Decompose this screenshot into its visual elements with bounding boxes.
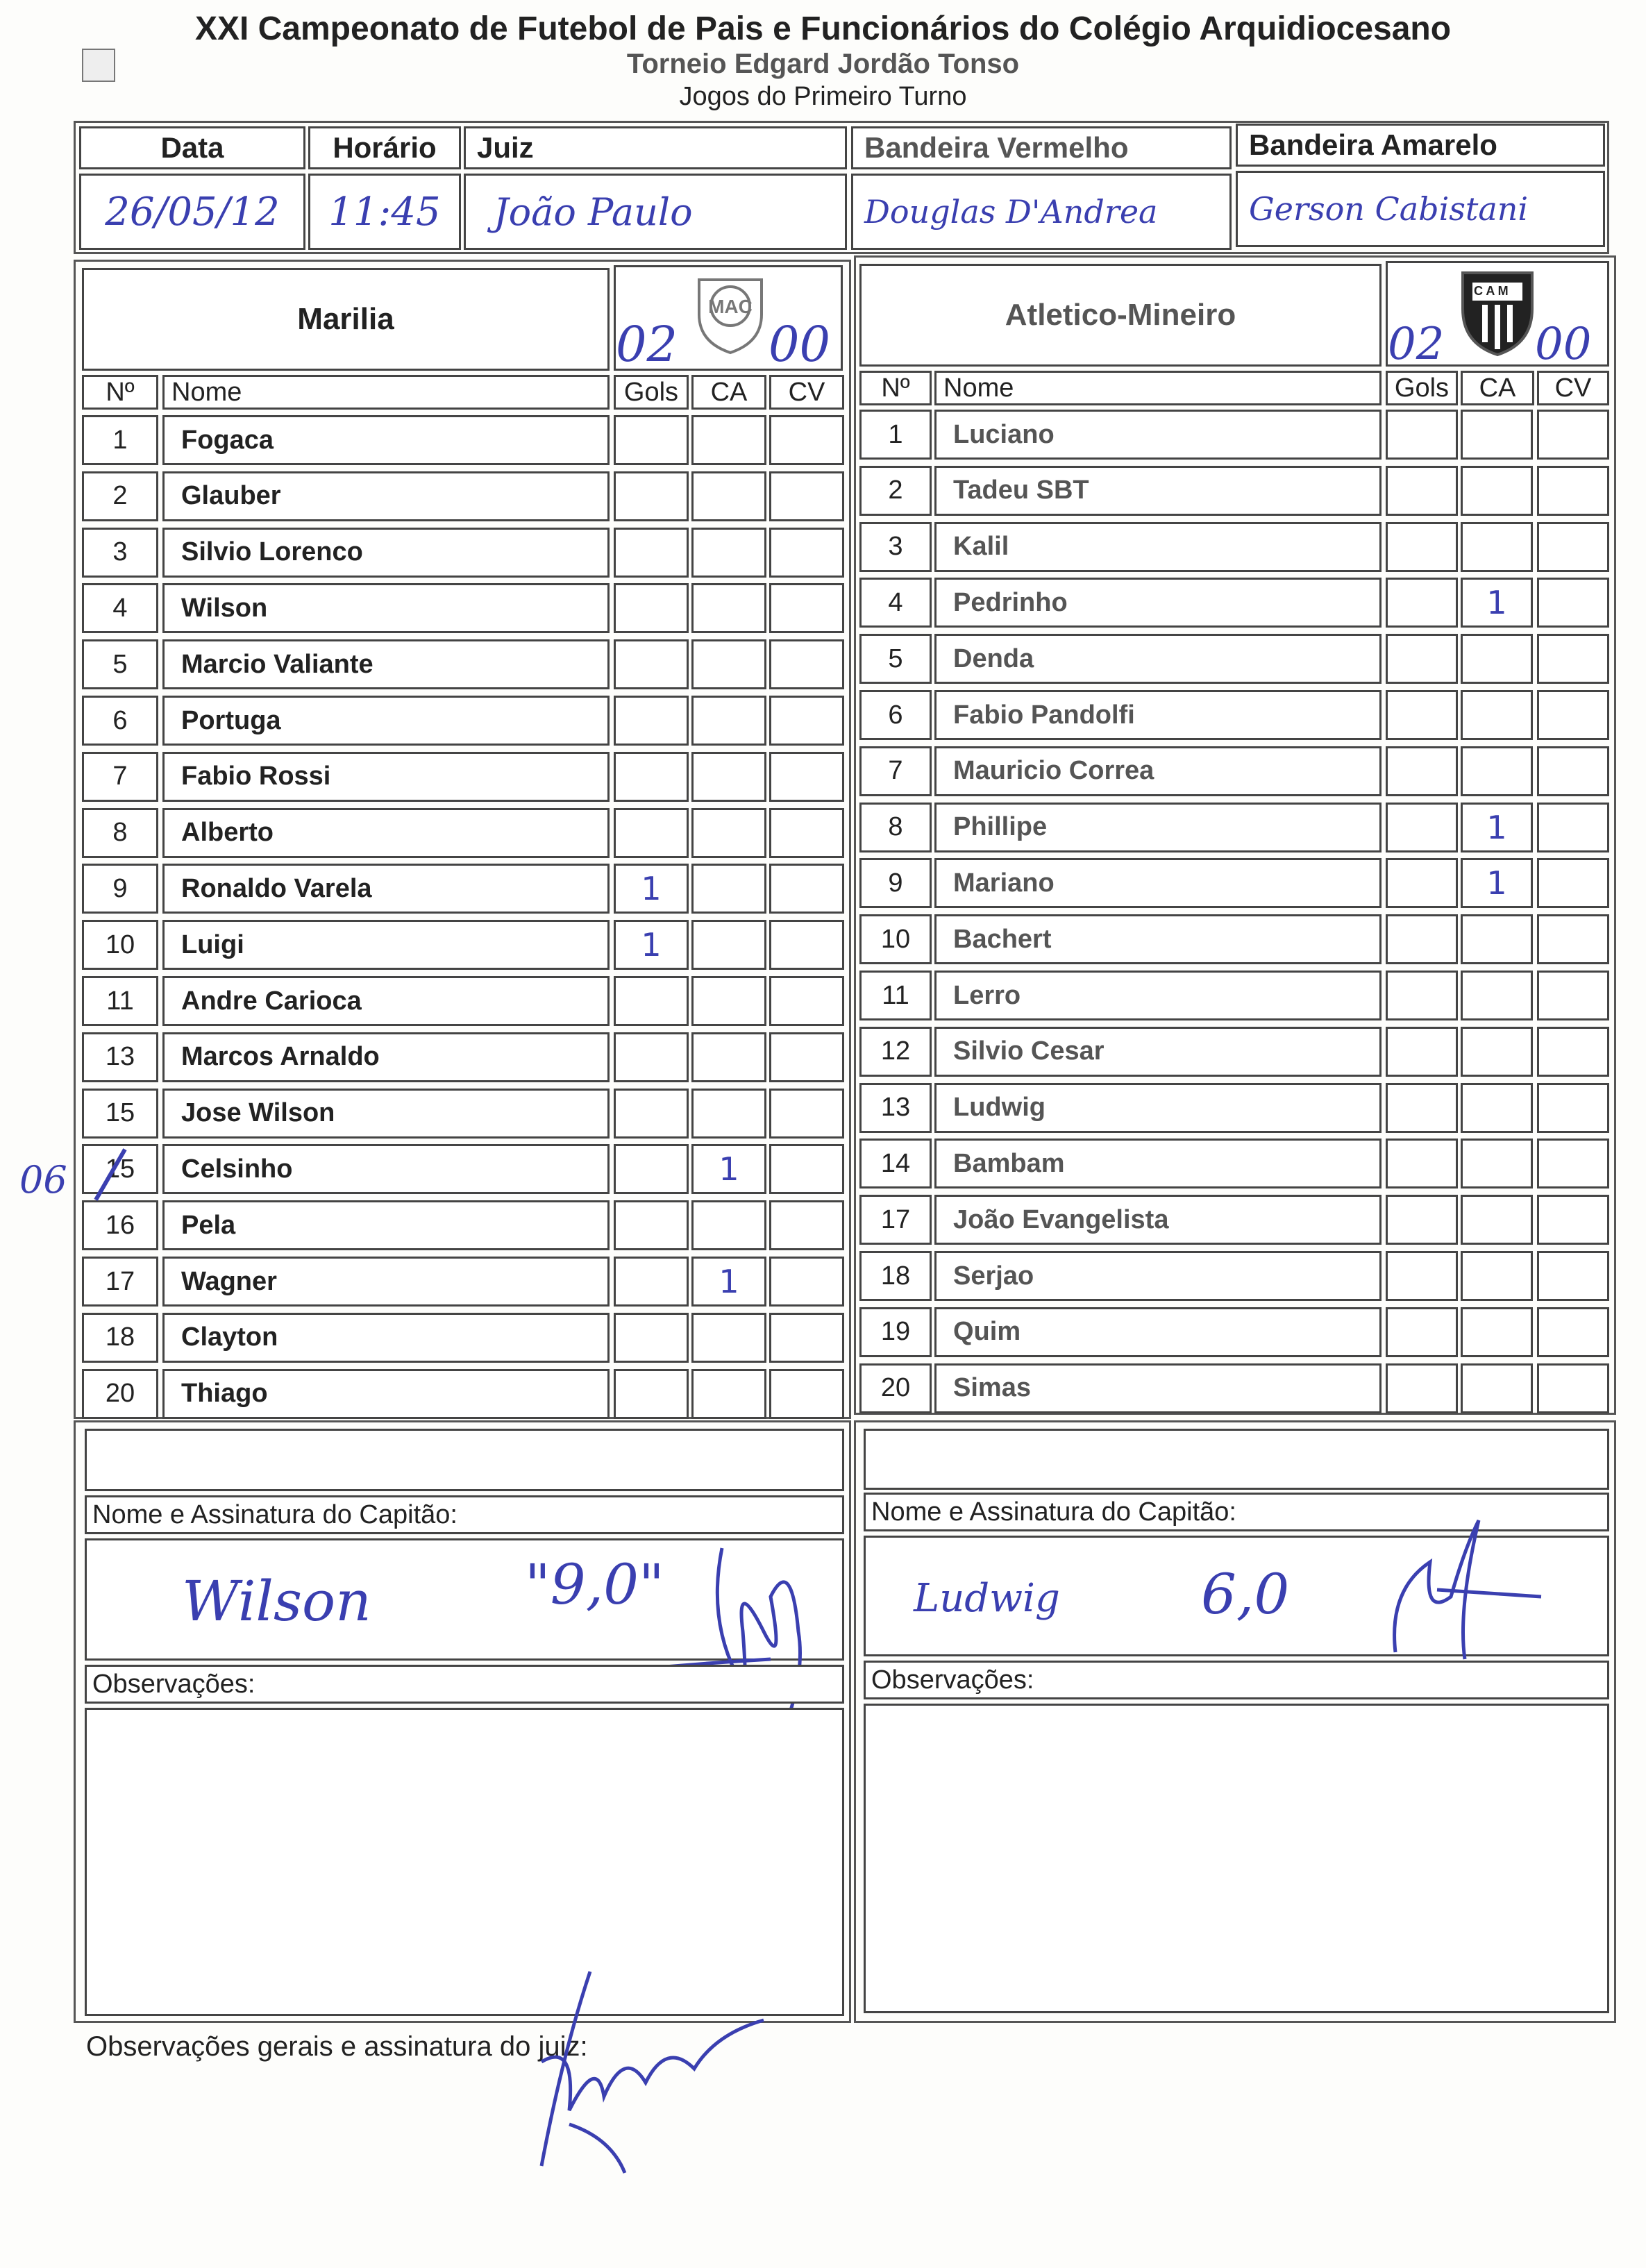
- player-red-cards: [769, 639, 844, 689]
- player-yellow-cards: 1: [691, 1257, 766, 1307]
- player-goals: [614, 639, 689, 689]
- player-yellow-cards: [1461, 1195, 1533, 1245]
- player-name: Tadeu SBT: [934, 466, 1382, 516]
- player-yellow-cards: [1461, 522, 1533, 572]
- player-number: 17: [859, 1195, 932, 1245]
- player-number: 3: [859, 522, 932, 572]
- player-red-cards: [769, 864, 844, 914]
- red-flag-value: Douglas D'Andrea: [851, 174, 1232, 250]
- away-col-red: CV: [1537, 371, 1609, 405]
- player-name: Mariano: [934, 858, 1382, 908]
- player-number: 1: [82, 415, 158, 465]
- player-number: 20: [82, 1369, 158, 1419]
- referee-label: Juiz: [464, 126, 847, 169]
- home-captain-score: "9,0": [525, 1552, 664, 1617]
- player-yellow-cards: [691, 1089, 766, 1139]
- cam-crest-text: C A M: [1474, 284, 1509, 298]
- player-red-cards: [1537, 690, 1609, 740]
- player-number: 11: [859, 971, 932, 1020]
- player-name: Luigi: [162, 920, 610, 970]
- player-goals: [1386, 1251, 1458, 1301]
- player-name: Thiago: [162, 1369, 610, 1419]
- player-red-cards: [1537, 1139, 1609, 1188]
- player-yellow-cards: [1461, 410, 1533, 460]
- player-number: 8: [82, 808, 158, 858]
- player-number: 7: [859, 746, 932, 796]
- player-number: 13: [82, 1032, 158, 1082]
- player-name: Bachert: [934, 914, 1382, 964]
- player-number: 13: [859, 1083, 932, 1133]
- player-name: Fabio Pandolfi: [934, 690, 1382, 740]
- player-goals: [614, 808, 689, 858]
- player-yellow-cards: [691, 415, 766, 465]
- player-red-cards: [769, 471, 844, 521]
- player-number: 6: [82, 696, 158, 746]
- player-goals: [1386, 858, 1458, 908]
- yellow-flag-value: Gerson Cabistani: [1236, 171, 1605, 247]
- player-yellow-cards: [691, 696, 766, 746]
- away-col-goals: Gols: [1386, 371, 1458, 405]
- player-goals: [614, 1369, 689, 1419]
- player-red-cards: [769, 1032, 844, 1082]
- player-goals: [1386, 578, 1458, 628]
- player-red-cards: [769, 1144, 844, 1194]
- player-name: Simas: [934, 1363, 1382, 1413]
- player-name: Fabio Rossi: [162, 752, 610, 802]
- player-red-cards: [1537, 858, 1609, 908]
- round-label: Jogos do Primeiro Turno: [679, 82, 967, 111]
- time-value: 11:45: [308, 174, 461, 250]
- away-captain-score: 6,0: [1201, 1562, 1290, 1627]
- player-goals: [614, 1257, 689, 1307]
- player-name: Andre Carioca: [162, 976, 610, 1026]
- away-captain-name: Ludwig: [914, 1576, 1060, 1621]
- player-goals: [1386, 1195, 1458, 1245]
- player-red-cards: [769, 1200, 844, 1250]
- away-captain-label: Nome e Assinatura do Capitão:: [864, 1493, 1609, 1531]
- player-number: 2: [859, 466, 932, 516]
- away-col-yellow: CA: [1461, 371, 1534, 405]
- player-number: 17: [82, 1257, 158, 1307]
- player-red-cards: [769, 528, 844, 578]
- player-red-cards: [1537, 914, 1609, 964]
- player-red-cards: [769, 1257, 844, 1307]
- player-red-cards: [1537, 1083, 1609, 1133]
- player-name: João Evangelista: [934, 1195, 1382, 1245]
- player-name: Serjao: [934, 1251, 1382, 1301]
- margin-note: 06: [19, 1158, 67, 1202]
- away-observations-label: Observações:: [864, 1661, 1609, 1699]
- player-red-cards: [1537, 746, 1609, 796]
- player-red-cards: [769, 415, 844, 465]
- player-yellow-cards: [691, 639, 766, 689]
- player-goals: [614, 752, 689, 802]
- player-goals: [1386, 410, 1458, 460]
- player-number: 18: [859, 1251, 932, 1301]
- player-number: 9: [859, 858, 932, 908]
- player-number: 2: [82, 471, 158, 521]
- player-red-cards: [1537, 634, 1609, 684]
- player-goals: [1386, 1083, 1458, 1133]
- referee-value: João Paulo: [464, 174, 847, 250]
- player-name: Mauricio Correa: [934, 746, 1382, 796]
- player-goals: [614, 696, 689, 746]
- player-name: Phillipe: [934, 803, 1382, 852]
- away-team-name: Atletico-Mineiro: [859, 264, 1382, 367]
- player-number: 5: [859, 634, 932, 684]
- player-name: Alberto: [162, 808, 610, 858]
- home-observations-label: Observações:: [85, 1665, 844, 1704]
- player-red-cards: [769, 1313, 844, 1363]
- player-red-cards: [1537, 803, 1609, 852]
- player-goals: [614, 1144, 689, 1194]
- player-goals: [1386, 1307, 1458, 1357]
- home-col-yellow: CA: [691, 375, 766, 410]
- player-goals: [614, 471, 689, 521]
- player-red-cards: [769, 696, 844, 746]
- away-score-against: 00: [1535, 319, 1592, 370]
- player-goals: [1386, 1363, 1458, 1413]
- away-col-number: Nº: [859, 371, 932, 405]
- away-col-name: Nome: [934, 371, 1382, 405]
- player-number: 15: [82, 1144, 158, 1194]
- player-red-cards: [1537, 1363, 1609, 1413]
- player-number: 8: [859, 803, 932, 852]
- date-label: Data: [79, 126, 305, 169]
- player-goals: [614, 528, 689, 578]
- player-red-cards: [769, 976, 844, 1026]
- player-red-cards: [769, 752, 844, 802]
- player-goals: [614, 1089, 689, 1139]
- player-number: 16: [82, 1200, 158, 1250]
- player-goals: 1: [614, 864, 689, 914]
- player-yellow-cards: [1461, 971, 1533, 1020]
- tournament-subtitle: Torneio Edgard Jordão Tonso: [626, 49, 1020, 79]
- player-yellow-cards: 1: [691, 1144, 766, 1194]
- player-red-cards: [1537, 522, 1609, 572]
- player-yellow-cards: [1461, 634, 1533, 684]
- player-red-cards: [1537, 1251, 1609, 1301]
- player-yellow-cards: [691, 1369, 766, 1419]
- home-captain-name: Wilson: [182, 1569, 371, 1633]
- player-name: Portuga: [162, 696, 610, 746]
- player-number: 1: [859, 410, 932, 460]
- date-value: 26/05/12: [79, 174, 305, 250]
- player-red-cards: [769, 1089, 844, 1139]
- player-goals: [1386, 1139, 1458, 1188]
- player-name: Clayton: [162, 1313, 610, 1363]
- away-score: 02: [1388, 319, 1445, 370]
- player-yellow-cards: [691, 920, 766, 970]
- player-yellow-cards: [691, 864, 766, 914]
- player-number: 4: [859, 578, 932, 628]
- svg-text:MAC: MAC: [708, 296, 753, 317]
- referee-signature: [486, 1958, 778, 2180]
- player-red-cards: [769, 920, 844, 970]
- player-red-cards: [1537, 466, 1609, 516]
- player-yellow-cards: 1: [1461, 578, 1533, 628]
- home-col-red: CV: [769, 375, 844, 410]
- player-goals: [1386, 1027, 1458, 1077]
- player-number: 6: [859, 690, 932, 740]
- player-yellow-cards: [1461, 1251, 1533, 1301]
- player-goals: [1386, 466, 1458, 516]
- player-yellow-cards: [1461, 1083, 1533, 1133]
- player-yellow-cards: [691, 471, 766, 521]
- player-yellow-cards: [691, 1032, 766, 1082]
- player-yellow-cards: [1461, 746, 1533, 796]
- player-red-cards: [1537, 1195, 1609, 1245]
- player-number: 10: [859, 914, 932, 964]
- player-yellow-cards: [1461, 690, 1533, 740]
- home-col-goals: Gols: [614, 375, 689, 410]
- home-score: 02: [616, 316, 678, 373]
- player-name: Marcio Valiante: [162, 639, 610, 689]
- red-flag-label: Bandeira Vermelho: [851, 126, 1232, 169]
- player-red-cards: [769, 1369, 844, 1419]
- player-yellow-cards: 1: [1461, 803, 1533, 852]
- player-yellow-cards: [1461, 466, 1533, 516]
- player-name: Ludwig: [934, 1083, 1382, 1133]
- player-goals: [614, 1200, 689, 1250]
- player-yellow-cards: [691, 976, 766, 1026]
- player-name: Quim: [934, 1307, 1382, 1357]
- player-name: Marcos Arnaldo: [162, 1032, 610, 1082]
- player-goals: [1386, 803, 1458, 852]
- home-bottom-frame: [74, 1420, 851, 2023]
- player-name: Wagner: [162, 1257, 610, 1307]
- player-number: 9: [82, 864, 158, 914]
- player-goals: [1386, 690, 1458, 740]
- away-score-box: [1386, 261, 1609, 370]
- player-name: Fogaca: [162, 415, 610, 465]
- player-goals: [614, 1032, 689, 1082]
- player-goals: [614, 583, 689, 633]
- player-goals: [614, 976, 689, 1026]
- player-number: 14: [859, 1139, 932, 1188]
- player-red-cards: [769, 808, 844, 858]
- player-yellow-cards: [1461, 1363, 1533, 1413]
- player-name: Glauber: [162, 471, 610, 521]
- referee-notes-label: Observações gerais e assinatura do juiz:: [86, 2031, 588, 2062]
- yellow-flag-label: Bandeira Amarelo: [1236, 124, 1605, 167]
- player-name: Jose Wilson: [162, 1089, 610, 1139]
- cam-crest-icon: [1457, 267, 1538, 359]
- player-yellow-cards: [691, 583, 766, 633]
- player-name: Luciano: [934, 410, 1382, 460]
- player-yellow-cards: [1461, 1139, 1533, 1188]
- player-red-cards: [1537, 410, 1609, 460]
- player-number: 15: [82, 1089, 158, 1139]
- player-name: Celsinho: [162, 1144, 610, 1194]
- player-name: Pedrinho: [934, 578, 1382, 628]
- player-yellow-cards: [1461, 1307, 1533, 1357]
- player-yellow-cards: [1461, 914, 1533, 964]
- player-red-cards: [1537, 578, 1609, 628]
- player-name: Pela: [162, 1200, 610, 1250]
- player-number: 11: [82, 976, 158, 1026]
- player-number: 7: [82, 752, 158, 802]
- document-title: XXI Campeonato de Futebol de Pais e Funcionários do Colégio Arquidiocesano: [194, 10, 1452, 47]
- player-yellow-cards: [691, 1313, 766, 1363]
- player-red-cards: [1537, 1027, 1609, 1077]
- player-goals: [1386, 746, 1458, 796]
- player-number: 19: [859, 1307, 932, 1357]
- player-yellow-cards: [691, 808, 766, 858]
- player-yellow-cards: 1: [1461, 858, 1533, 908]
- player-number: 3: [82, 528, 158, 578]
- player-yellow-cards: [691, 528, 766, 578]
- player-goals: [614, 415, 689, 465]
- player-number: 4: [82, 583, 158, 633]
- player-name: Lerro: [934, 971, 1382, 1020]
- player-name: Wilson: [162, 583, 610, 633]
- player-number: 18: [82, 1313, 158, 1363]
- player-yellow-cards: [691, 752, 766, 802]
- player-number: 5: [82, 639, 158, 689]
- player-red-cards: [1537, 1307, 1609, 1357]
- time-label: Horário: [308, 126, 461, 169]
- player-goals: [1386, 522, 1458, 572]
- home-score-against: 00: [769, 316, 831, 373]
- player-number: 10: [82, 920, 158, 970]
- player-name: Ronaldo Varela: [162, 864, 610, 914]
- player-yellow-cards: [691, 1200, 766, 1250]
- player-goals: [614, 1313, 689, 1363]
- player-name: Silvio Cesar: [934, 1027, 1382, 1077]
- player-goals: [1386, 634, 1458, 684]
- player-red-cards: [769, 583, 844, 633]
- player-name: Denda: [934, 634, 1382, 684]
- player-name: Bambam: [934, 1139, 1382, 1188]
- home-col-name: Nome: [162, 375, 610, 410]
- player-name: Silvio Lorenco: [162, 528, 610, 578]
- player-number: 20: [859, 1363, 932, 1413]
- away-bottom-frame: [854, 1420, 1616, 2023]
- player-yellow-cards: [1461, 1027, 1533, 1077]
- home-captain-label: Nome e Assinatura do Capitão:: [85, 1495, 844, 1534]
- home-col-number: Nº: [82, 375, 158, 410]
- home-score-box: [614, 265, 843, 371]
- player-goals: [1386, 971, 1458, 1020]
- player-name: Kalil: [934, 522, 1382, 572]
- home-team-name: Marilia: [82, 268, 610, 371]
- marilia-crest-icon: [692, 273, 769, 356]
- player-goals: 1: [614, 920, 689, 970]
- player-number: 12: [859, 1027, 932, 1077]
- player-goals: [1386, 914, 1458, 964]
- player-red-cards: [1537, 971, 1609, 1020]
